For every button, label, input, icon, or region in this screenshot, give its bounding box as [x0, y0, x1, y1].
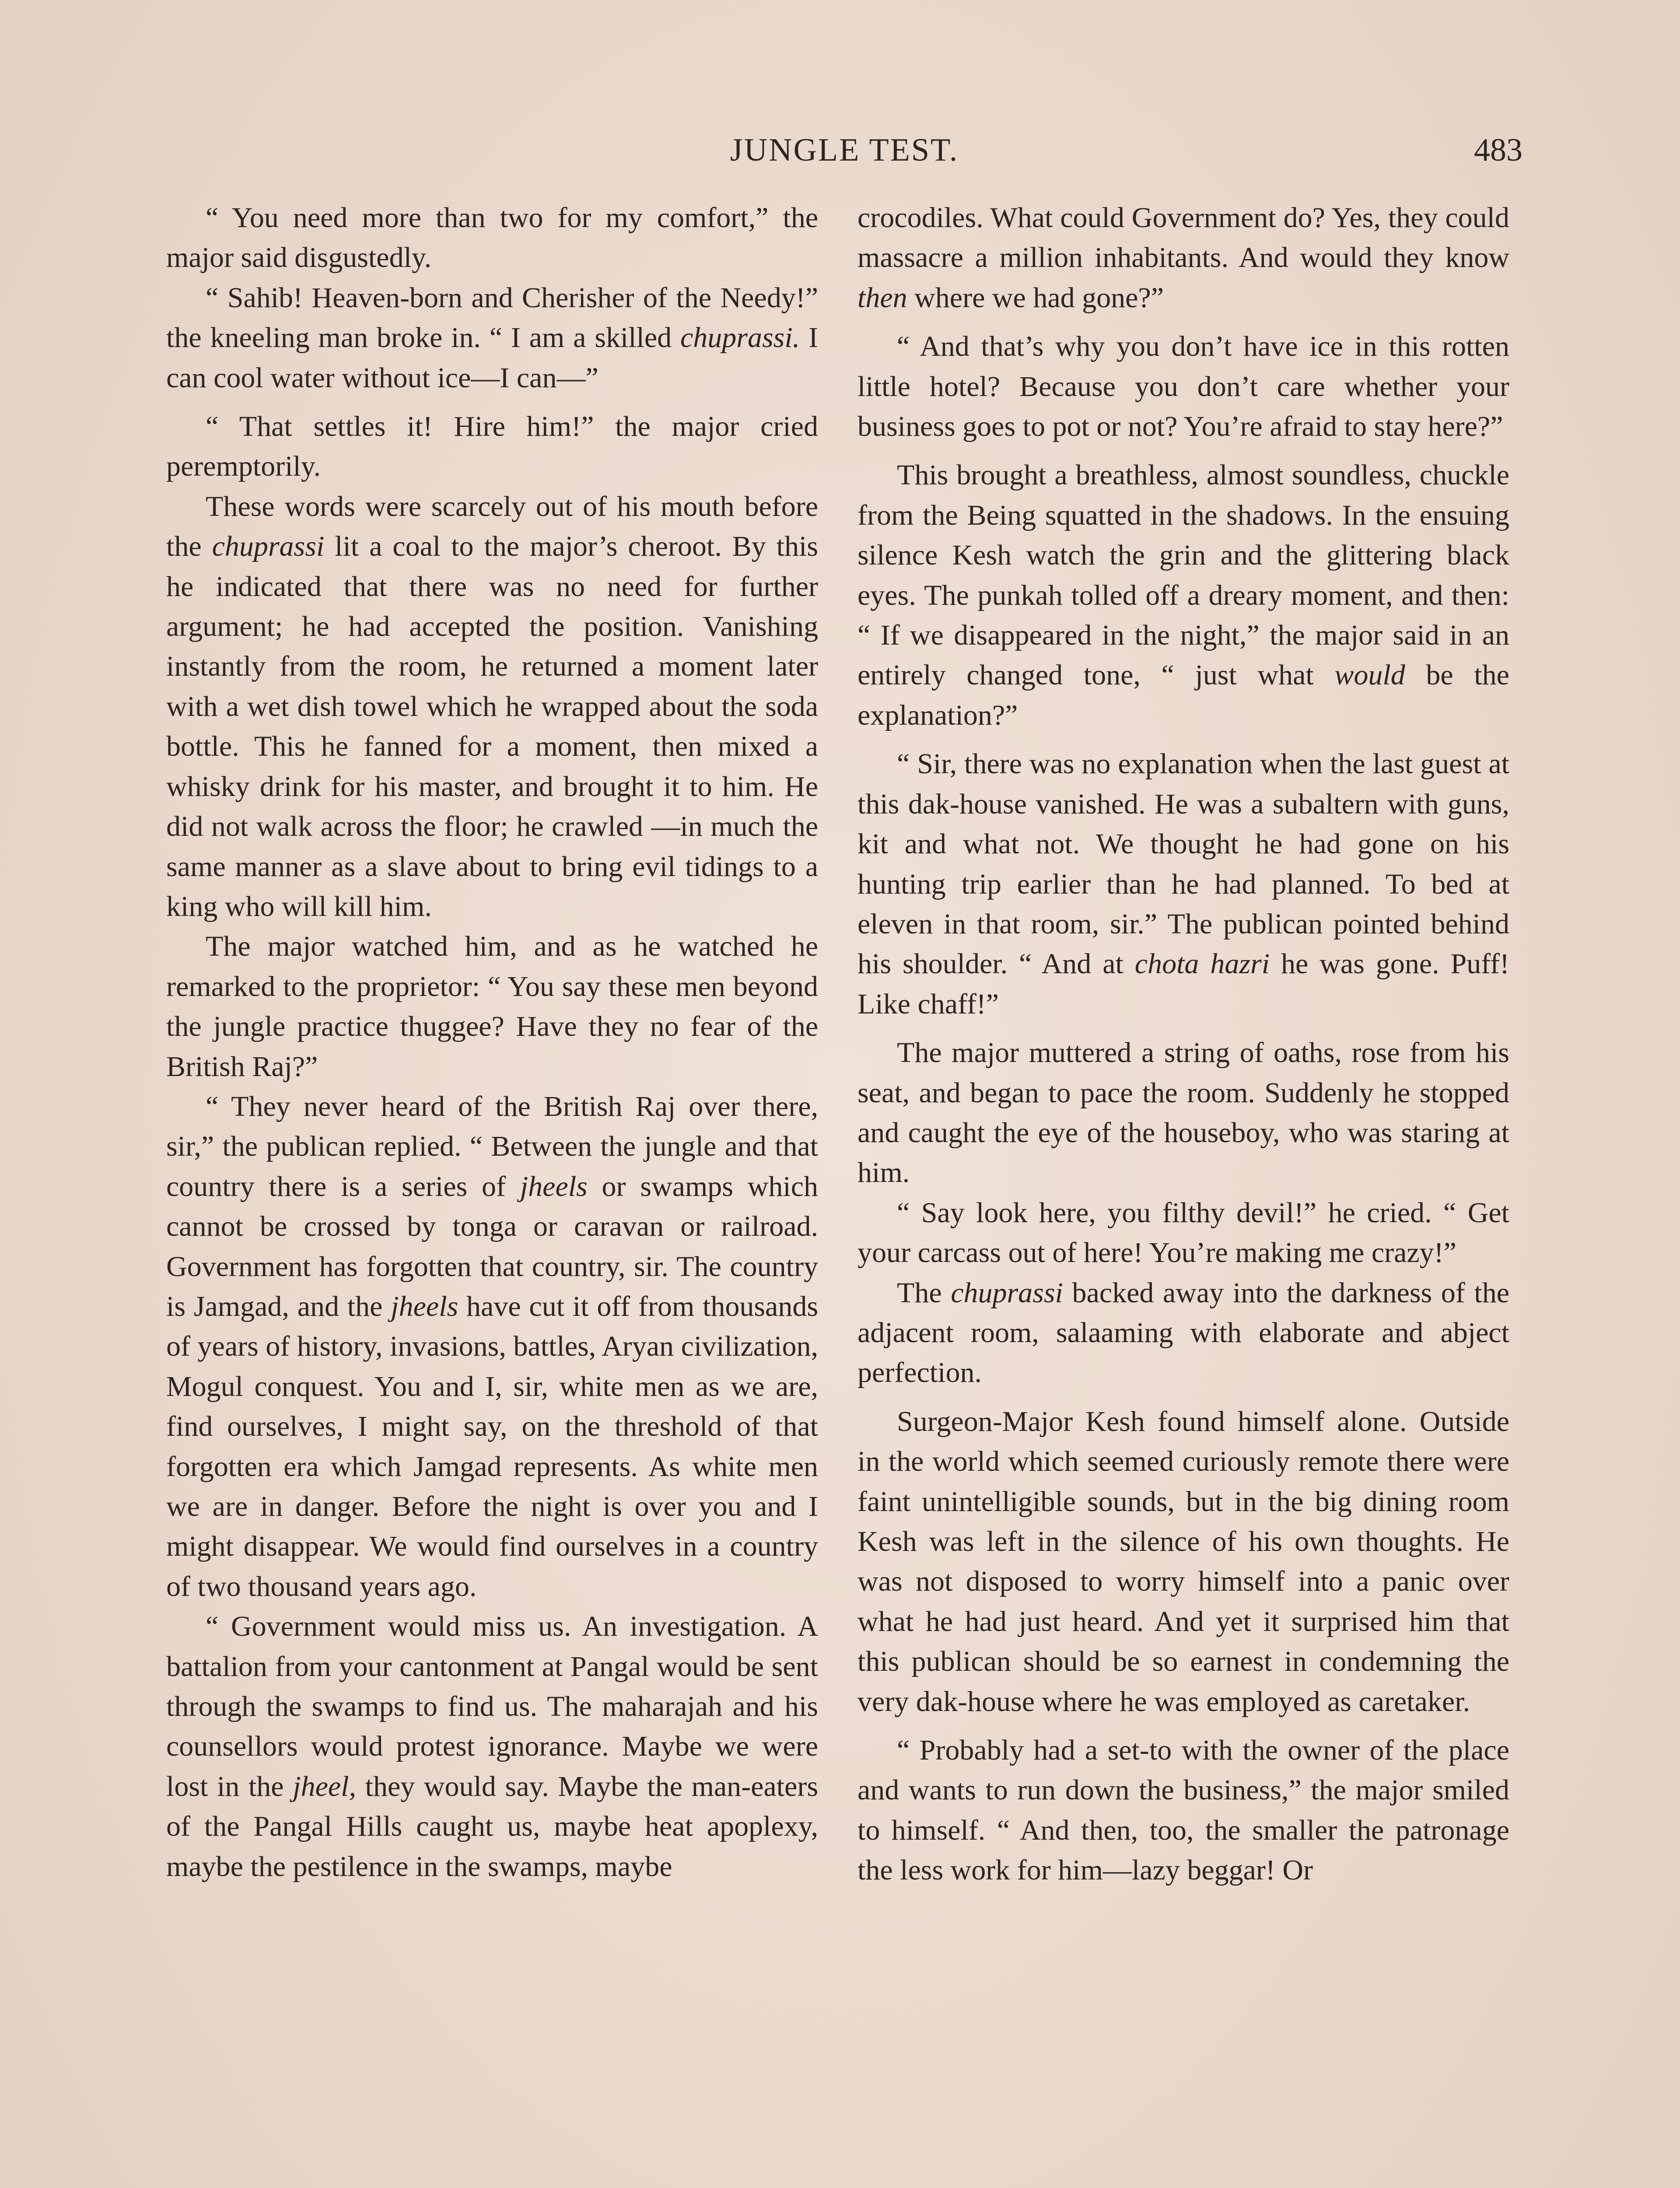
text-run: lit a coal to the major’s cheroot. By this he indicated that there was no need for further argument; he had accepted the position. Vanishing instantly from the room, he returned a moment later with a wet dish towel which he wrapped about the soda bottle. This he fanned for a moment, then mixed a whisky drink for his master, and brought it to him. He did not walk across the floor; he crawled —in much the same manner as a slave about to bring evil tidings to a king who will kill him. [166, 530, 818, 922]
left-column [166, 198, 818, 1886]
paragraph: Surgeon-Major Kesh found himself alone. Outside in the world which seemed curiously remote there were faint unintelligible sounds, but in the big dining room Kesh was left in the silence of his own thoughts. He was not disposed to worry himself into a panic over what he had just heard. And yet it surprised him that this publican should be so earnest in condemning the very dak-house where he was employed as caretaker. [858, 1405, 1509, 1718]
paragraph [858, 198, 1509, 318]
paragraph: “ And that’s why you don’t have ice in this rotten little hotel? Because you don’t care whether your business goes to pot or not? You’re afraid to stay here?” [858, 330, 1509, 443]
paragraph: “ Probably had a set-to with the owner of the place and wants to run down the business,” the major smiled to himself. “ And then, too, the smaller the patronage the less work for him—lazy beggar! Or [858, 1734, 1509, 1886]
text-run: he was gone. Puff! Like chaff!” [858, 948, 1509, 1020]
italic-term: chuprassi [951, 1276, 1063, 1309]
running-title: JUNGLE TEST. [730, 132, 959, 168]
paragraph [166, 1606, 818, 1886]
text-run: This brought a breathless, almost soundless, chuckle from the Being squatted in the shadows. In the ensuing silence Kesh watch the grin and the glittering black eyes. The punkah tolled off a dreary moment, and then: “ If we disappeared in the night,” the major said in an entirely changed tone, “ just what [858, 459, 1509, 691]
paragraph [858, 744, 1509, 1024]
text-run: These words were scarcely out of his mouth before the [166, 490, 818, 563]
paragraph: “ That settles it! Hire him!” the major cried peremptorily. [166, 410, 818, 483]
page-header [166, 126, 1522, 174]
page-number: 483 [1474, 132, 1522, 168]
paragraph: The major muttered a string of oaths, rose from his seat, and began to pace the room. Suddenly he stopped and caught the eye of the houseboy, who was staring at him. [858, 1037, 1509, 1189]
italic-term: jheels [520, 1170, 588, 1203]
text-run: have cut it off from thousands of years of history, invasions, battles, Aryan civilization, Mogul conquest. You and I, sir, white men as we are, find ourselves, I might say, on the threshold of that forgotten era which Jamgad represents. As white men we are in danger. Before the night is over you and I might disappear. We would find ourselves in a country of two thousand years ago. [166, 1290, 819, 1602]
text-run: I can cool water without ice—I can—” [166, 322, 818, 394]
italic-term: chota hazri [1134, 948, 1270, 980]
right-column [858, 198, 1509, 1890]
paragraph [858, 1273, 1509, 1393]
italic-term: jheels [391, 1290, 458, 1322]
text-run: “ Government would miss us. An investigation. A battalion from your cantonment at Pangal would be sent through the swamps to find us. The maharajah and his counsellors would protest ignorance. Maybe we were lost in the [166, 1610, 818, 1802]
text-run: they would say. Maybe the man-eaters of the Pangal Hills caught us, maybe heat apoplexy, maybe the pestilence in the swamps, maybe [166, 1770, 819, 1883]
text-run: be the explanation?” [858, 659, 1509, 731]
text-run: “ They never heard of the British Raj over there, sir,” the publican replied. “ Between the jungle and that country there is a series of [166, 1090, 818, 1203]
paragraph [858, 455, 1509, 735]
text-run: “ Sahib! Heaven-born and Cherisher of the Needy!” the kneeling man broke in. “ I am a skilled [166, 281, 818, 354]
text-run: The [897, 1276, 951, 1309]
paragraph: “ Say look here, you filthy devil!” he cried. “ Get your carcass out of here! You’re making me crazy!” [858, 1196, 1509, 1269]
italic-term: jheel, [293, 1770, 356, 1802]
paragraph [166, 278, 818, 398]
paragraph: The major watched him, and as he watched he remarked to the proprietor: “ You say these men beyond the jungle practice thuggee? Have they no fear of the British Raj?” [166, 930, 818, 1083]
text-run: crocodiles. What could Government do? Yes, they could massacre a million inhabitants. And would they know [858, 202, 1509, 274]
text-run: backed away into the darkness of the adjacent room, salaaming with elaborate and abject perfection. [858, 1276, 1510, 1389]
text-run: or swamps which cannot be crossed by tonga or caravan or railroad. Government has forgotten that country, sir. The country is Jamgad, and the [166, 1170, 818, 1322]
italic-term: chuprassi. [680, 322, 800, 354]
italic-term: would [1334, 659, 1405, 691]
italic-term: chuprassi [212, 530, 325, 563]
text-run: “ Sir, there was no explanation when the last guest at this dak-house vanished. He was a subaltern with guns, kit and what not. We thought he had gone on his hunting trip earlier than he had planned. To bed at eleven in that room, sir.” The publican pointed behind his shoulder. “ And at [858, 748, 1509, 980]
italic-term: then [858, 281, 907, 314]
paragraph [166, 1087, 818, 1606]
paragraph: “ You need more than two for my comfort,” the major said disgustedly. [166, 202, 818, 274]
text-run: where we had gone?” [907, 281, 1164, 314]
paragraph [166, 487, 818, 926]
